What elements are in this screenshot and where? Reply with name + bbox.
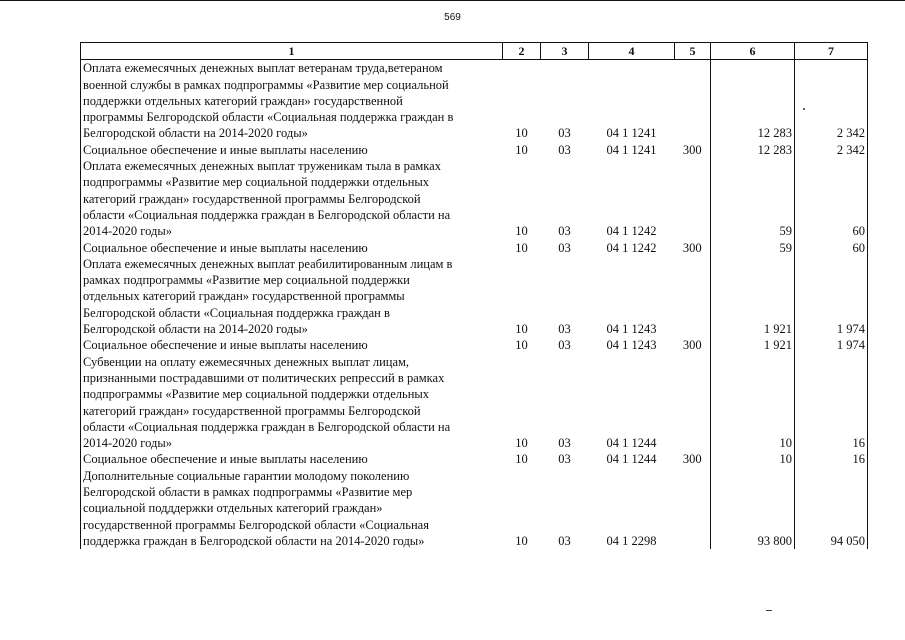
row-description-text: Социальное обеспечение и иные выплаты населению bbox=[83, 452, 368, 467]
row-expense-type bbox=[675, 60, 711, 142]
row-description bbox=[81, 256, 503, 337]
scan-top-border bbox=[0, 0, 905, 1]
row-subsection: 03 bbox=[558, 452, 571, 467]
row-description-text: Дополнительные социальные гарантии молодому поколению Белгородской области в рамках подпрограммы «Развитие мер социальной подддержки отдельных категорий граждан» государственной программы Белгородской области «Социальная поддержка граждан в Белгородской области на 2014-2020 годы» bbox=[83, 468, 429, 548]
header-col-5: 5 bbox=[675, 43, 711, 60]
row-amount-1: 59 bbox=[711, 240, 795, 256]
row-target-article: 04 1 1244 bbox=[606, 436, 657, 451]
row-description bbox=[81, 142, 503, 158]
page-number: 569 bbox=[444, 12, 461, 23]
row-amount-1: 12 283 bbox=[711, 60, 795, 142]
row-amount-1: 1 921 bbox=[711, 337, 795, 353]
row-expense-type: 300 bbox=[682, 142, 702, 157]
row-expense-type bbox=[675, 468, 711, 549]
row-expense-type: 300 bbox=[682, 338, 702, 353]
row-amount-2: 94 050 bbox=[795, 468, 868, 549]
row-subsection: 03 bbox=[558, 126, 571, 141]
row-subsection: 03 bbox=[558, 436, 571, 451]
row-expense-type bbox=[675, 158, 711, 239]
row-section: 10 bbox=[515, 452, 528, 467]
row-section: 10 bbox=[515, 224, 528, 239]
row-amount-2: 1 974 bbox=[795, 337, 868, 353]
row-target-article: 04 1 1243 bbox=[606, 338, 657, 353]
table-row bbox=[81, 142, 868, 158]
table-row bbox=[81, 158, 868, 239]
row-amount-2: 2 342 bbox=[795, 60, 868, 142]
table-row bbox=[81, 60, 868, 142]
row-section: 10 bbox=[515, 338, 528, 353]
row-description bbox=[81, 158, 503, 239]
header-col-7: 7 bbox=[795, 43, 868, 60]
scan-speck bbox=[766, 610, 772, 611]
table-row bbox=[81, 354, 868, 452]
row-section: 10 bbox=[515, 322, 528, 337]
row-expense-type: 300 bbox=[682, 452, 702, 467]
row-description bbox=[81, 240, 503, 256]
row-expense-type bbox=[675, 354, 711, 452]
row-description-text: Оплата ежемесячных денежных выплат реабилитированным лицам в рамках подпрограммы «Развитие мер социальной поддержки отдельных категорий граждан» государственной программы Белгородской области «Социальная поддержка граждан в Белгородской области на 2014-2020 годы» bbox=[83, 256, 453, 337]
row-subsection: 03 bbox=[558, 224, 571, 239]
row-section: 10 bbox=[515, 533, 528, 548]
row-amount-2: 16 bbox=[795, 451, 868, 467]
row-target-article: 04 1 1241 bbox=[606, 126, 657, 141]
row-description bbox=[81, 337, 503, 353]
table-body bbox=[81, 60, 868, 549]
row-description-text: Социальное обеспечение и иные выплаты населению bbox=[83, 338, 368, 353]
row-subsection: 03 bbox=[558, 338, 571, 353]
header-row bbox=[81, 43, 868, 60]
header-col-2: 2 bbox=[503, 43, 541, 60]
row-amount-2: 16 bbox=[795, 354, 868, 452]
scan-speck bbox=[803, 108, 805, 110]
header-col-1: 1 bbox=[81, 43, 503, 60]
row-section: 10 bbox=[515, 142, 528, 157]
row-target-article: 04 1 1243 bbox=[606, 322, 657, 337]
row-description-text: Социальное обеспечение и иные выплаты населению bbox=[83, 240, 368, 255]
row-description bbox=[81, 468, 503, 549]
table-row bbox=[81, 240, 868, 256]
row-amount-1: 93 800 bbox=[711, 468, 795, 549]
row-section: 10 bbox=[515, 126, 528, 141]
row-target-article: 04 1 1241 bbox=[606, 142, 657, 157]
row-target-article: 04 1 1244 bbox=[606, 452, 657, 467]
header-col-3: 3 bbox=[541, 43, 589, 60]
header-col-6: 6 bbox=[711, 43, 795, 60]
table-row bbox=[81, 256, 868, 337]
row-description bbox=[81, 354, 503, 452]
row-description-text: Субвенции на оплату ежемесячных денежных выплат лицам, признанными пострадавшими от политических репрессий в рамках подпрограммы «Развитие мер социальной поддержки отдельных категорий граждан» государственной программы Белгородской области «Социальная поддержка граждан в Белгородской области на 2014-2020 годы» bbox=[83, 354, 451, 451]
row-amount-1: 1 921 bbox=[711, 256, 795, 337]
row-section: 10 bbox=[515, 436, 528, 451]
row-description-text: Социальное обеспечение и иные выплаты населению bbox=[83, 142, 368, 157]
table-header bbox=[81, 43, 868, 60]
table-row bbox=[81, 451, 868, 467]
row-subsection: 03 bbox=[558, 533, 571, 548]
row-amount-2: 60 bbox=[795, 158, 868, 239]
row-target-article: 04 1 2298 bbox=[606, 533, 657, 548]
row-amount-1: 59 bbox=[711, 158, 795, 239]
row-target-article: 04 1 1242 bbox=[606, 224, 657, 239]
table-row bbox=[81, 468, 868, 549]
row-description bbox=[81, 451, 503, 467]
row-expense-type: 300 bbox=[682, 240, 702, 255]
row-subsection: 03 bbox=[558, 322, 571, 337]
row-amount-1: 10 bbox=[711, 354, 795, 452]
budget-table bbox=[80, 42, 868, 549]
row-target-article: 04 1 1242 bbox=[606, 240, 657, 255]
row-description bbox=[81, 60, 503, 142]
row-subsection: 03 bbox=[558, 240, 571, 255]
row-description-text: Оплата ежемесячных денежных выплат труженикам тыла в рамках подпрограммы «Развитие мер социальной поддержки отдельных категорий граждан» государственной программы Белгородской области «Социальная поддержка граждан в Белгородской области на 2014-2020 годы» bbox=[83, 159, 451, 239]
row-amount-2: 2 342 bbox=[795, 142, 868, 158]
row-amount-1: 10 bbox=[711, 451, 795, 467]
row-expense-type bbox=[675, 256, 711, 337]
row-amount-2: 1 974 bbox=[795, 256, 868, 337]
row-description-text: Оплата ежемесячных денежных выплат ветеранам труда,ветераном военной службы в рамках подпрограммы «Развитие мер социальной поддержки отдельных категорий граждан» государственной программы Белгородской области «Социальная поддержка граждан в Белгородской области на 2014-2020 годы» bbox=[83, 61, 454, 141]
row-amount-2: 60 bbox=[795, 240, 868, 256]
row-section: 10 bbox=[515, 240, 528, 255]
table-row bbox=[81, 337, 868, 353]
row-subsection: 03 bbox=[558, 142, 571, 157]
row-amount-1: 12 283 bbox=[711, 142, 795, 158]
header-col-4: 4 bbox=[589, 43, 675, 60]
